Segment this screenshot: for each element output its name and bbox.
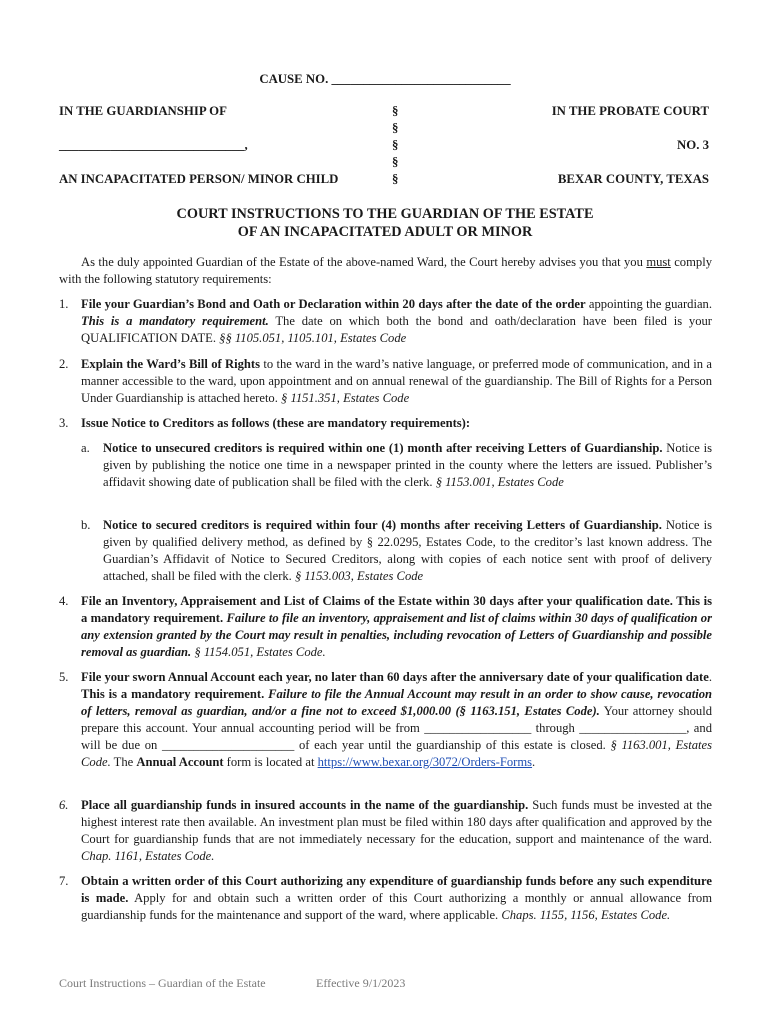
section-mark: §	[392, 104, 399, 118]
instruction-item-7: 7. Obtain a written order of this Court authorizing any expenditure of guardianship funds before any such expenditure is made. Apply for and obtain such a written order of this Court authorizing a monthly or annual allowance from guardianship funds for the maintenance and support of the ward, where applicable. Chaps. 1155, 1156, Estates Code.	[59, 874, 713, 922]
caption-court-number: NO. 3	[677, 138, 709, 152]
cause-number: CAUSE NO. ____________________________	[259, 72, 511, 86]
section-mark: §	[392, 155, 399, 169]
instruction-item-3: 3. Issue Notice to Creditors as follows (these are mandatory requirements):	[59, 416, 471, 430]
footer-document-name: Court Instructions – Guardian of the Estate	[59, 976, 266, 990]
must-emphasis: must	[646, 255, 671, 269]
instruction-item-4: 4. File an Inventory, Appraisement and List of Claims of the Estate within 30 days after your qualification date. This is a mandatory requirement. Failure to file an inventory, appraisement and list of claims within 30 days of qualification or any extension granted by the Court may result in penalties, including revocation of Letters of Guardianship and possible removal as guardian. § 1154.051, Estates Code.	[59, 594, 713, 659]
caption-probate-court: IN THE PROBATE COURT	[551, 104, 709, 118]
intro-paragraph: As the duly appointed Guardian of the Estate of the above-named Ward, the Court hereby advises you that you must comply with the following statutory requirements:	[59, 255, 712, 286]
instruction-item-3a: a. Notice to unsecured creditors is required within one (1) month after receiving Letters of Guardianship. Notice is given by publishing the notice one time in a newspaper printed in the county where the letters are issued. Publisher’s affidavit showing date of publication shall be filed with the clerk. § 1153.001, Estates Code	[81, 441, 712, 489]
instruction-item-5: 5. File your sworn Annual Account each year, no later than 60 days after the anniversary date of your qualification date. This is a mandatory requirement. Failure to file the Annual Account may result in an order to show cause, revocation of letters, removal as guardian, and/or a fine not to exceed $1,000.00 (§ 1163.151, Estates Code). Your attorney should prepare this account. Your annual accounting period will be from _________________ through _________________, and will be due on _____________________ of each year until the guardianship of this estate is closed. § 1163.001, Estates Code. The Annual Account form is located at https://www.bexar.org/3072/Orders-Forms.	[59, 670, 712, 769]
caption-incapacitated-person: AN INCAPACITATED PERSON/ MINOR CHILD	[59, 172, 339, 186]
instruction-item-2: 2. Explain the Ward’s Bill of Rights to the ward in the ward’s native language, or preferred mode of communication, and in a manner accessible to the ward, upon appointment and on annual renewal of the guardianship. The Bill of Rights for a Person Under Guardianship is attached hereto. § 1151.351, Estates Code	[59, 357, 712, 405]
caption-guardianship-of: IN THE GUARDIANSHIP OF	[59, 104, 227, 118]
section-mark: §	[392, 138, 399, 152]
section-mark: §	[392, 121, 399, 135]
instruction-item-1: 1. File your Guardian’s Bond and Oath or Declaration within 20 days after the date of the order appointing the guardian. This is a mandatory requirement. The date on which both the bond and oath/declaration have been filed is your QUALIFICATION DATE. §§ 1105.051, 1105.101, Estates Code	[59, 297, 712, 345]
section-mark: §	[392, 172, 399, 186]
footer-effective-date: Effective 9/1/2023	[316, 976, 406, 990]
instruction-item-3b: b. Notice to secured creditors is required within four (4) months after receiving Letters of Guardianship. Notice is given by qualified delivery method, as defined by § 22.0295, Estates Code, to the creditor’s last known address. The Guardian’s Affidavit of Notice to Secured Creditors, along with copies of each notice sent with proof of delivery attached, shall be filed with the clerk. § 1153.003, Estates Code	[81, 518, 712, 583]
orders-forms-link[interactable]: https://www.bexar.org/3072/Orders-Forms	[317, 755, 533, 769]
caption-ward-name-blank: _____________________________,	[59, 138, 248, 152]
document-title-line-2: OF AN INCAPACITATED ADULT OR MINOR	[237, 224, 533, 240]
caption-county: BEXAR COUNTY, TEXAS	[557, 172, 709, 186]
instruction-item-6: 6. Place all guardianship funds in insured accounts in the name of the guardianship. Such funds must be invested at the highest interest rate then available. An investment plan must be filed within 180 days after qualification and approved by the Court for guardianship funds that are not immediately necessary for the education, support and maintenance of the ward. Chap. 1161, Estates Code.	[59, 798, 712, 863]
document-title-line-1: COURT INSTRUCTIONS TO THE GUARDIAN OF THE ESTATE	[176, 206, 594, 222]
